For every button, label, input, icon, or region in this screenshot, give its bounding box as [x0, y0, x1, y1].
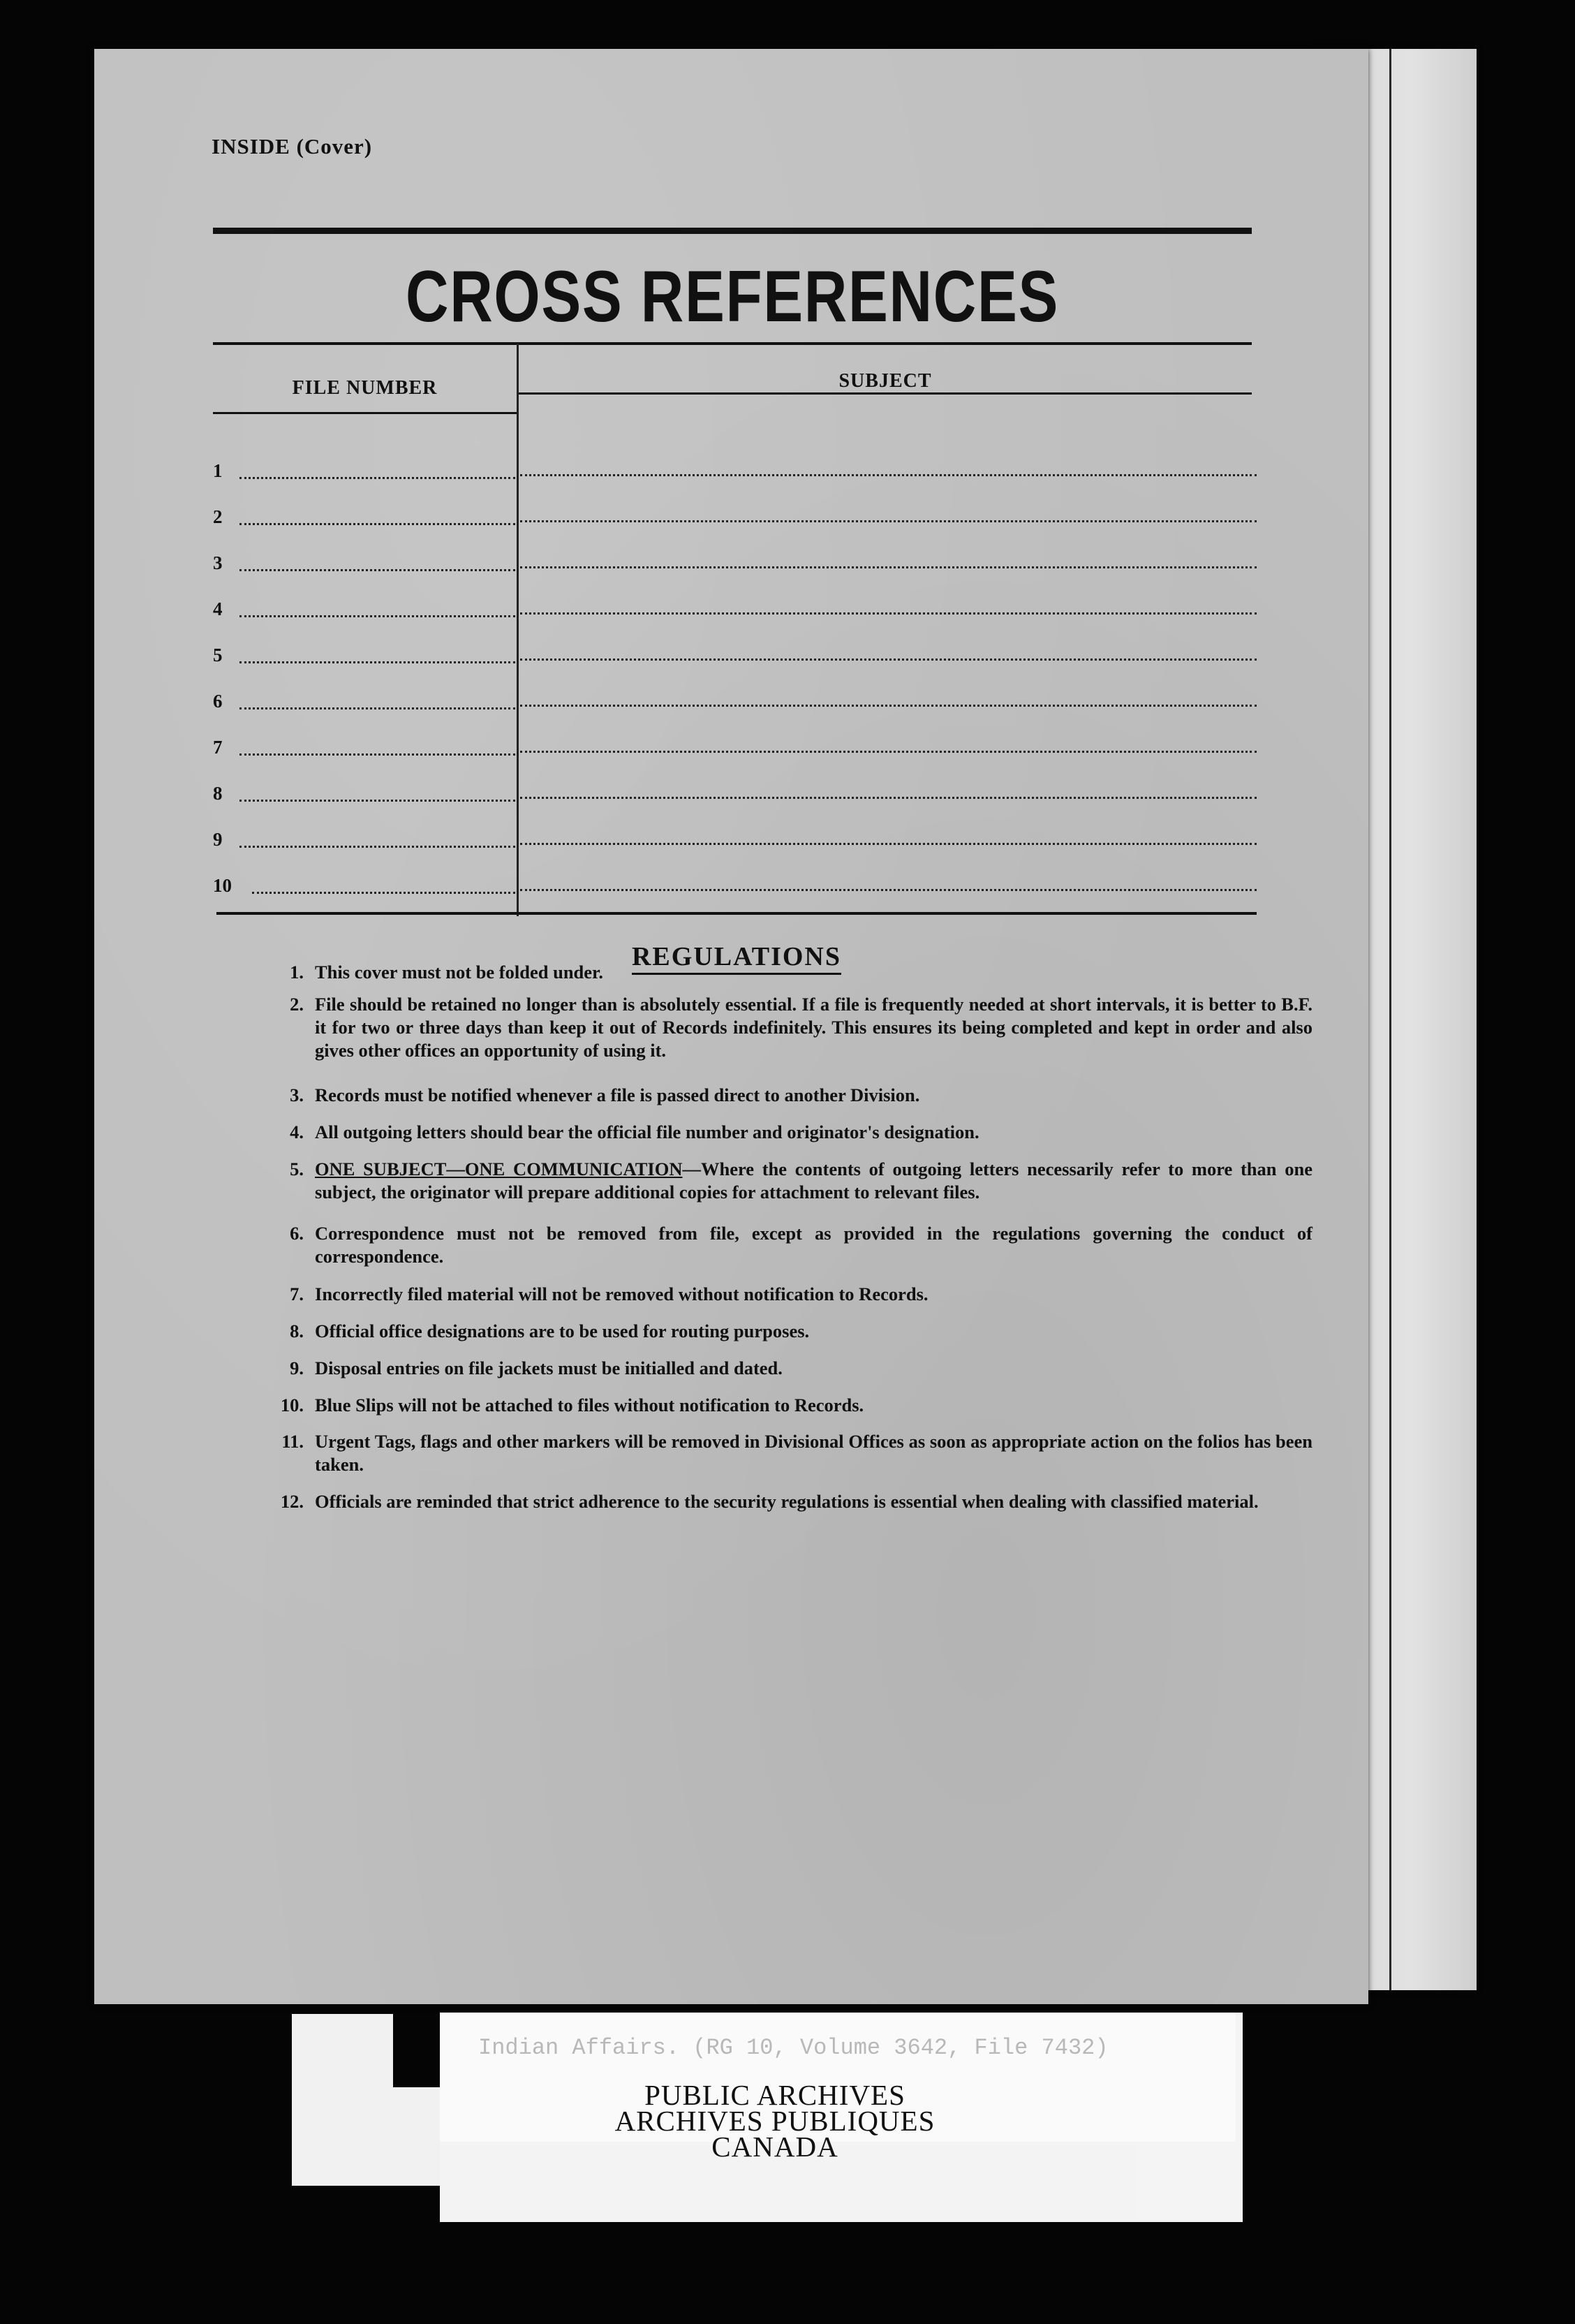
- regulation-text: [315, 993, 1312, 1062]
- row-number: 8: [213, 783, 223, 804]
- file-number-line: [239, 753, 515, 756]
- regulation-body: File should be retained no longer than is absolutely essential. If a file is frequently needed at short intervals, it is better to B.F. it for two or three days than keep it out of Records indefinitely. This ensures its being completed and kept in order and also gives other offices an opportunity of using it.: [315, 994, 1312, 1061]
- regulation-text: [315, 1121, 1312, 1144]
- regulation-body: Blue Slips will not be attached to files without notification to Records.: [315, 1395, 864, 1415]
- regulation-text: [315, 1320, 1312, 1343]
- archive-reference: Indian Affairs. (RG 10, Volume 3642, File 7432): [478, 2035, 1109, 2061]
- file-number-line: [239, 523, 515, 525]
- table-bottom-rule: [216, 912, 1257, 915]
- subject-line: [520, 659, 1257, 661]
- file-number-line: [239, 846, 515, 848]
- table-top-rule: [213, 342, 1252, 345]
- file-number-line: [239, 615, 515, 617]
- regulation-body: Officials are reminded that strict adherence to the security regulations is essential when dealing with classified material.: [315, 1491, 1259, 1512]
- regulation-number: 2.: [290, 994, 304, 1015]
- subject-line: [520, 889, 1257, 891]
- cross-reference-row: [213, 732, 1257, 760]
- cross-reference-row: [213, 455, 1257, 483]
- archive-stamp: [559, 2079, 991, 2163]
- row-number: 9: [213, 829, 223, 850]
- file-number-header-rule: [213, 412, 517, 414]
- subject-line: [520, 705, 1257, 707]
- cross-reference-row: [213, 824, 1257, 852]
- regulation-number: 1.: [290, 962, 304, 983]
- regulation-number: 10.: [280, 1395, 304, 1415]
- row-number: 1: [213, 460, 223, 481]
- file-number-line: [239, 569, 515, 571]
- subject-line: [520, 797, 1257, 799]
- regulation-number: 4.: [290, 1121, 304, 1142]
- regulation-body: All outgoing letters should bear the official file number and originator's designation.: [315, 1121, 979, 1142]
- archive-stamp-line3: CANADA: [711, 2131, 838, 2163]
- regulation-text: [315, 1490, 1312, 1513]
- cross-reference-row: [213, 547, 1257, 575]
- row-number: 4: [213, 598, 223, 619]
- top-rule: [213, 228, 1252, 234]
- file-number-line: [239, 661, 515, 663]
- regulation-number: 11.: [281, 1431, 304, 1452]
- regulation-item: [262, 1490, 1312, 1574]
- regulation-body: Disposal entries on file jackets must be initialled and dated.: [315, 1358, 783, 1378]
- regulation-text: [315, 1222, 1312, 1268]
- cross-reference-row: [213, 640, 1257, 668]
- subject-line: [520, 474, 1257, 476]
- regulation-number: 6.: [290, 1223, 304, 1244]
- regulation-text: [315, 1158, 1312, 1204]
- regulation-body: Records must be notified whenever a file is passed direct to another Division.: [315, 1084, 920, 1105]
- inside-cover-label: INSIDE (Cover): [212, 134, 373, 159]
- regulation-number: 7.: [290, 1284, 304, 1304]
- cross-reference-row: [213, 870, 1257, 898]
- file-number-header: FILE NUMBER: [292, 377, 438, 399]
- page-title: CROSS REFERENCES: [405, 256, 1060, 337]
- subject-line: [520, 751, 1257, 753]
- cross-reference-row: [213, 686, 1257, 714]
- regulation-text: [315, 1430, 1312, 1476]
- regulation-text: [315, 1283, 1312, 1306]
- regulation-lead: ONE SUBJECT—ONE COMMUNICATION: [315, 1159, 683, 1179]
- regulation-body: Incorrectly filed material will not be removed without notification to Records.: [315, 1284, 929, 1304]
- regulation-number: 3.: [290, 1084, 304, 1105]
- file-number-line: [239, 707, 515, 709]
- row-number: 7: [213, 737, 223, 758]
- regulation-body: Urgent Tags, flags and other markers will be removed in Divisional Offices as soon as appropriate action on the folios has been taken.: [315, 1431, 1312, 1475]
- regulation-body: Official office designations are to be used for routing purposes.: [315, 1321, 810, 1341]
- regulation-number: 8.: [290, 1321, 304, 1341]
- subject-line: [520, 612, 1257, 615]
- subject-line: [520, 520, 1257, 522]
- regulation-item: [262, 993, 1312, 1077]
- regulation-body: Correspondence must not be removed from file, except as provided in the regulations governing the conduct of correspondence.: [315, 1223, 1312, 1267]
- subject-header-rule: [519, 392, 1252, 395]
- subject-line: [520, 843, 1257, 845]
- back-cover-edge: [1389, 49, 1391, 1990]
- cross-reference-row: [213, 778, 1257, 806]
- regulation-number: 5.: [290, 1159, 304, 1179]
- regulation-number: 12.: [280, 1491, 304, 1512]
- row-number: 3: [213, 552, 223, 573]
- file-number-line: [239, 477, 515, 479]
- cross-reference-row: [213, 501, 1257, 529]
- cross-reference-row: [213, 594, 1257, 622]
- file-number-line: [239, 800, 515, 802]
- regulation-number: 9.: [290, 1358, 304, 1378]
- regulation-text: [315, 961, 1312, 984]
- regulation-text: [315, 1357, 1312, 1380]
- regulation-body: This cover must not be folded under.: [315, 962, 604, 983]
- regulation-body: —Where the contents of outgoing letters necessarily refer to more than one subject, the originator will prepare additional copies for attachment to relevant files.: [315, 1159, 1312, 1203]
- file-cover-page: [94, 49, 1368, 2004]
- row-number: 2: [213, 506, 223, 527]
- subject-header: SUBJECT: [838, 370, 932, 392]
- row-number: 5: [213, 645, 223, 665]
- archive-label: [440, 2013, 1243, 2222]
- file-number-line: [252, 892, 515, 894]
- archive-stamp-line2: ARCHIVES PUBLIQUES: [614, 2105, 936, 2137]
- row-number: 6: [213, 691, 223, 712]
- row-number: 10: [213, 875, 232, 896]
- archive-label-tab: [292, 2014, 456, 2186]
- regulation-text: [315, 1084, 1312, 1107]
- regulation-text: [315, 1394, 1312, 1417]
- subject-line: [520, 566, 1257, 568]
- archive-stamp-line1: PUBLIC ARCHIVES: [644, 2079, 905, 2111]
- regulations-title-text: REGULATIONS: [632, 942, 841, 975]
